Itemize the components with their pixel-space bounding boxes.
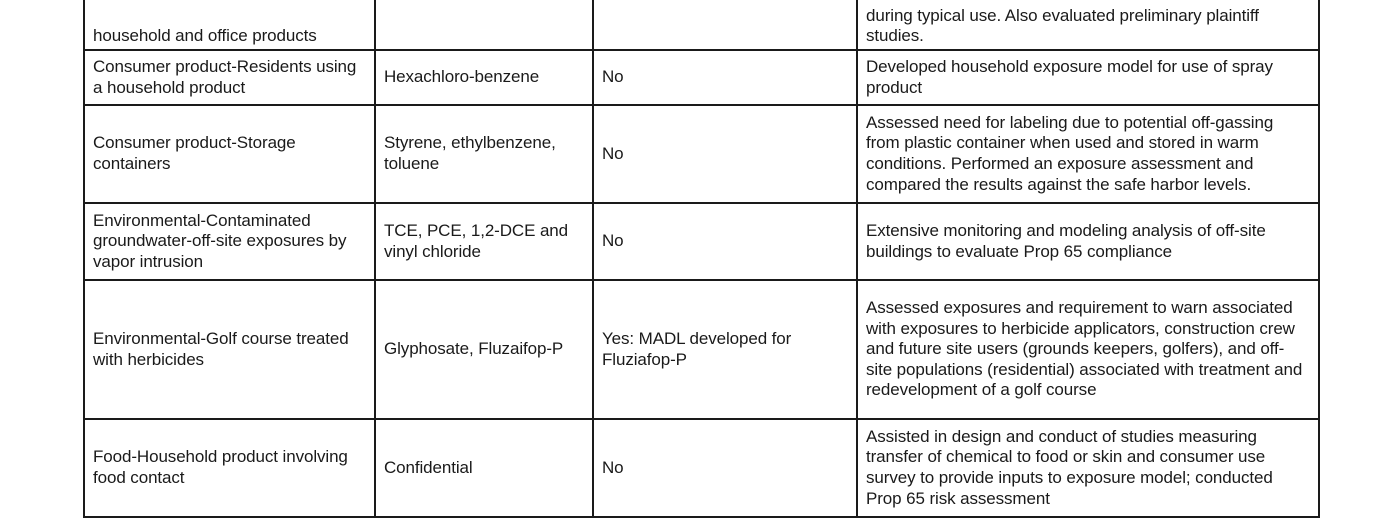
project-table: [83, 0, 1320, 518]
chemical-cell: [375, 0, 593, 50]
madl-cell: No: [593, 419, 857, 517]
madl-cell: No: [593, 203, 857, 280]
table-row: [84, 280, 1319, 419]
chemical-cell: TCE, PCE, 1,2-DCE and vinyl chloride: [375, 203, 593, 280]
table-row: [84, 0, 1319, 50]
madl-cell: No: [593, 50, 857, 105]
project-table-container: [83, 0, 1318, 518]
description-cell: Assessed exposures and requirement to warn associated with exposures to herbicide applicators, construction crew and future site users (grounds keepers, golfers), and off-site populations (residential) associated with treatment and redevelopment of a golf course: [857, 280, 1319, 419]
description-cell: Assessed need for labeling due to potential off-gassing from plastic container when used and stored in warm conditions. Performed an exposure assessment and compared the results against the safe harbor levels.: [857, 105, 1319, 203]
description-cell: Assisted in design and conduct of studies measuring transfer of chemical to food or skin and consumer use survey to provide inputs to exposure model; conducted Prop 65 risk assessment: [857, 419, 1319, 517]
category-cell: Consumer product-Storage containers: [84, 105, 375, 203]
chemical-cell: Hexachloro-benzene: [375, 50, 593, 105]
description-cell: Developed household exposure model for use of spray product: [857, 50, 1319, 105]
chemical-cell: Glyphosate, Fluzaifop-P: [375, 280, 593, 419]
category-cell: Environmental-Contaminated groundwater-off-site exposures by vapor intrusion: [84, 203, 375, 280]
chemical-cell: Confidential: [375, 419, 593, 517]
description-cell: Extensive monitoring and modeling analysis of off-site buildings to evaluate Prop 65 compliance: [857, 203, 1319, 280]
category-cell: Consumer product-Residents using a household product: [84, 50, 375, 105]
category-cell: Environmental-Golf course treated with herbicides: [84, 280, 375, 419]
table-row: [84, 419, 1319, 517]
description-cell: during typical use. Also evaluated preliminary plaintiff studies.: [857, 0, 1319, 50]
madl-cell: Yes: MADL developed for Fluziafop-P: [593, 280, 857, 419]
category-cell: Food-Household product involving food contact: [84, 419, 375, 517]
madl-cell: [593, 0, 857, 50]
madl-cell: No: [593, 105, 857, 203]
table-row: [84, 203, 1319, 280]
table-row: [84, 105, 1319, 203]
chemical-cell: Styrene, ethylbenzene, toluene: [375, 105, 593, 203]
category-cell: household and office products: [84, 0, 375, 50]
table-row: [84, 50, 1319, 105]
